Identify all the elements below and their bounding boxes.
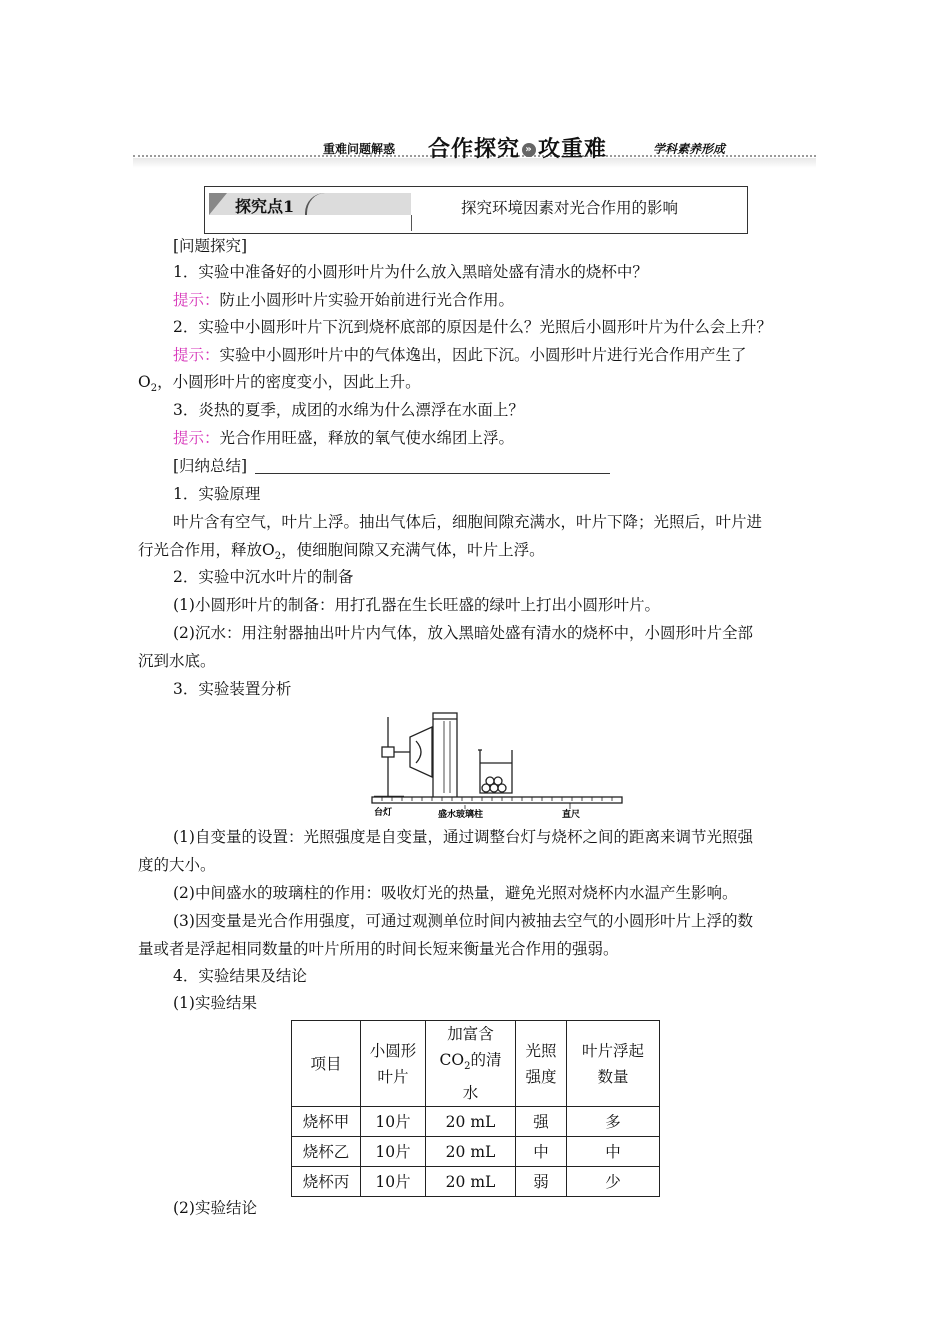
table-cell: 中	[516, 1137, 567, 1167]
table-cell: 烧杯乙	[292, 1137, 361, 1167]
topic-divider	[411, 215, 412, 231]
label-lamp: 台灯	[374, 808, 393, 818]
s3-title: 3．实验装置分析	[173, 680, 292, 698]
topic-title: 探究环境因素对光合作用的影响	[461, 199, 679, 217]
glass-column	[433, 713, 457, 798]
table-cell: 强	[516, 1107, 567, 1137]
s4-subtitle-2: (2)实验结论	[173, 1199, 257, 1217]
table-cell: 中	[567, 1137, 660, 1167]
subscript: 2	[464, 1061, 471, 1073]
leaf-disc	[486, 777, 494, 785]
s2-paragraph-2-line-2: 沉到水底。	[138, 652, 216, 670]
subscript: 2	[150, 383, 158, 395]
s3-paragraph-1-line-2: 度的大小。	[138, 856, 216, 874]
table-cell: 弱	[516, 1167, 567, 1197]
section-banner	[133, 130, 816, 168]
header-line: 叶片浮起	[581, 1041, 644, 1060]
s1-line-1: 叶片含有空气，叶片上浮。抽出气体后，细胞间隙充满水，叶片下降；光照后，叶片进	[173, 513, 763, 531]
s1-title: 1．实验原理	[173, 485, 261, 503]
table-row	[292, 1107, 660, 1137]
text-fragment: ，小圆形叶片的密度变小，因此上升。	[157, 373, 421, 391]
label-ruler: 直尺	[562, 810, 581, 820]
lamp-clamp	[382, 747, 394, 757]
answer-2-text: 实验中小圆形叶片中的气体逸出，因此下沉。小圆形叶片进行光合作用产生了	[219, 346, 747, 364]
tag-swoosh	[305, 193, 347, 215]
section-question-heading: [问题探究]	[173, 237, 248, 255]
header-line: CO	[439, 1051, 465, 1069]
table-row	[292, 1137, 660, 1167]
answer-2-line-2	[138, 372, 421, 399]
banner-left-text: 重难问题解惑	[323, 142, 396, 156]
topic-box	[204, 186, 748, 234]
table-header-cell	[361, 1021, 426, 1107]
table-cell: 多	[567, 1107, 660, 1137]
header-line: 光照	[525, 1041, 557, 1060]
s3-paragraph-2: (2)中间盛水的玻璃柱的作用：吸收灯光的热量，避免光照对烧杯内水温产生影响。	[173, 884, 738, 902]
table-header-cell	[567, 1021, 660, 1107]
header-line: 叶片	[377, 1067, 409, 1086]
label-column: 盛水玻璃柱	[438, 810, 484, 820]
hint-label: 提示：	[173, 291, 220, 309]
text-fragment: 行光合作用，释放O	[138, 541, 275, 559]
table-cell: 少	[567, 1167, 660, 1197]
table-cell: 烧杯丙	[292, 1167, 361, 1197]
s3-paragraph-1-line-1: (1)自变量的设置：光照强度是自变量，通过调整台灯与烧杯之间的距离来调节光照强	[173, 828, 753, 846]
header-line: 数量	[597, 1067, 629, 1086]
banner-title-left: 合作探究	[428, 137, 521, 162]
table-header-row	[292, 1021, 660, 1107]
table-cell: 烧杯甲	[292, 1107, 361, 1137]
table-cell: 10片	[361, 1137, 426, 1167]
s2-title: 2．实验中沉水叶片的制备	[173, 568, 354, 586]
hint-label: 提示：	[173, 429, 220, 447]
results-table	[291, 1020, 660, 1197]
double-chevron-icon: »	[522, 143, 536, 157]
table-row	[292, 1167, 660, 1197]
table-cell: 10片	[361, 1167, 426, 1197]
text-fragment: ，使细胞间隙又充满气体，叶片上浮。	[281, 541, 545, 559]
banner-right-text: 学科素养形成	[653, 142, 726, 156]
table-cell: 20 mL	[426, 1107, 516, 1137]
header-line: 加富含	[447, 1025, 494, 1043]
s4-subtitle-1: (1)实验结果	[173, 994, 257, 1012]
topic-tag-label: 探究点1	[235, 197, 295, 216]
answer-3-text: 光合作用旺盛，释放的氧气使水绵团上浮。	[219, 429, 515, 447]
table-cell: 20 mL	[426, 1167, 516, 1197]
table-header-cell	[426, 1021, 516, 1107]
text-fragment: O	[138, 373, 151, 391]
section-summary-heading: [归纳总结]	[173, 457, 248, 475]
header-line: 强度	[525, 1067, 557, 1086]
question-2: 2．实验中小圆形叶片下沉到烧杯底部的原因是什么？光照后小圆形叶片为什么会上升？	[173, 318, 772, 336]
s1-line-2	[138, 540, 545, 567]
table-cell: 20 mL	[426, 1137, 516, 1167]
answer-3	[173, 428, 514, 448]
s3-paragraph-3-line-2: 量或者是浮起相同数量的叶片所用的时间长短来衡量光合作用的强弱。	[138, 940, 619, 958]
beaker	[480, 750, 512, 793]
summary-underline	[255, 473, 610, 474]
banner-title	[428, 132, 607, 163]
topic-tag	[209, 193, 411, 215]
leaf-disc	[494, 777, 502, 785]
subscript: 2	[274, 551, 282, 563]
s2-paragraph-2-line-1: (2)沉水：用注射器抽出叶片内气体，放入黑暗处盛有清水的烧杯中，小圆形叶片全部	[173, 624, 753, 642]
s2-paragraph-1: (1)小圆形叶片的制备：用打孔器在生长旺盛的绿叶上打出小圆形叶片。	[173, 596, 660, 614]
ruler	[372, 797, 622, 803]
header-line: 的清	[470, 1051, 502, 1069]
question-3: 3．炎热的夏季，成团的水绵为什么漂浮在水面上？	[173, 401, 524, 419]
header-line: 小圆形	[369, 1041, 417, 1060]
s3-paragraph-3-line-1: (3)因变量是光合作用强度，可通过观测单位时间内被抽去空气的小圆形叶片上浮的数	[173, 912, 753, 930]
question-1: 1．实验中准备好的小圆形叶片为什么放入黑暗处盛有清水的烧杯中？	[173, 263, 648, 281]
apparatus-figure	[360, 705, 630, 820]
answer-1-text: 防止小圆形叶片实验开始前进行光合作用。	[219, 291, 515, 309]
banner-title-right: 攻重难	[538, 137, 608, 162]
header-line: 水	[462, 1084, 479, 1103]
answer-2-line-1	[173, 345, 747, 365]
tag-notch	[209, 193, 227, 215]
answer-1	[173, 290, 514, 310]
table-header-cell	[516, 1021, 567, 1107]
table-header-cell: 项目	[292, 1021, 361, 1107]
table-cell: 10片	[361, 1107, 426, 1137]
hint-label: 提示：	[173, 346, 220, 364]
s4-title: 4．实验结果及结论	[173, 967, 307, 985]
